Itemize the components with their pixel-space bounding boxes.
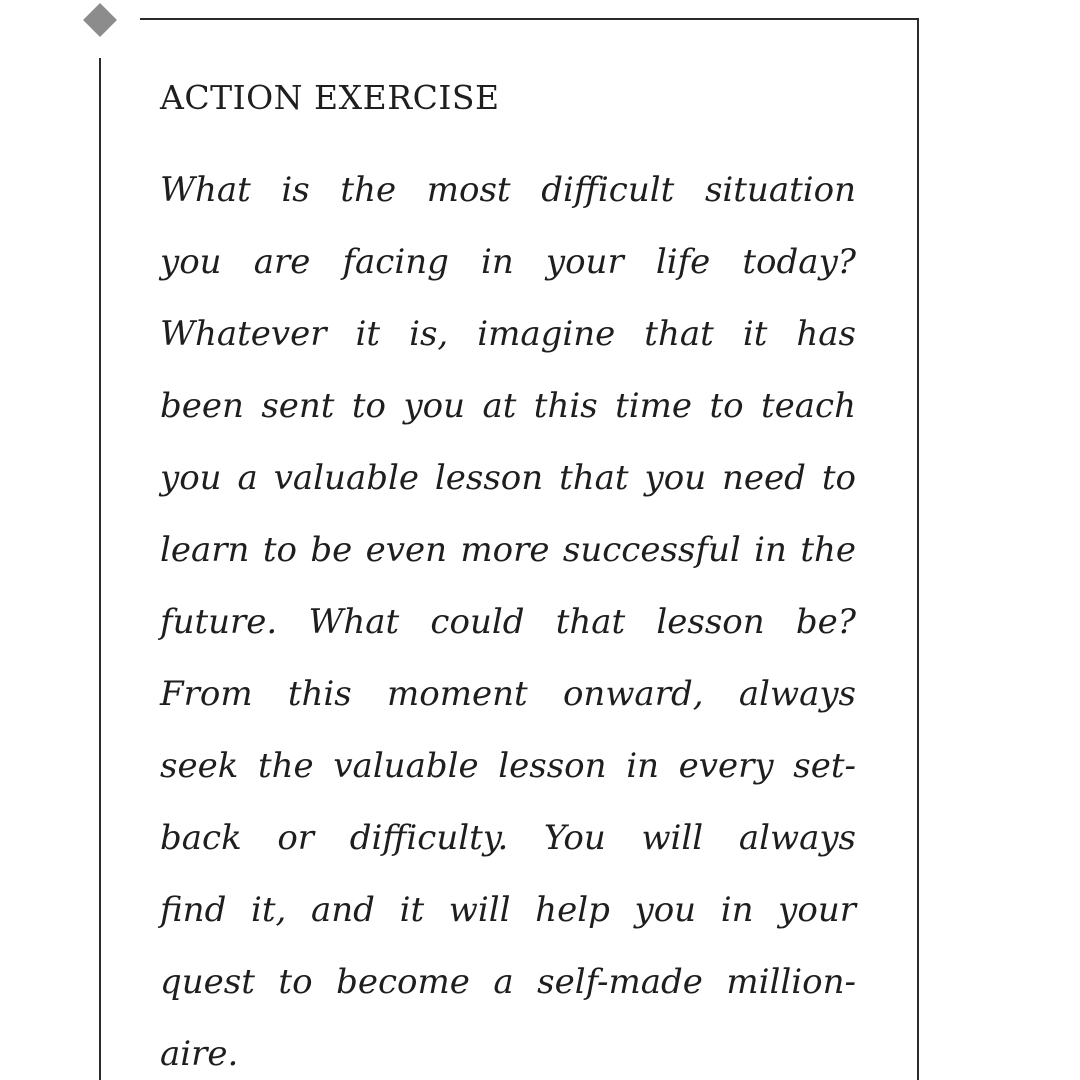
box-left-border	[99, 58, 101, 1080]
body-line: future. What could that lesson be?	[160, 602, 856, 642]
body-line: Whatever it is, imagine that it has	[160, 314, 856, 354]
body-line: you a valuable lesson that you need to	[160, 458, 856, 498]
body-line: back or difficulty. You will always	[160, 818, 856, 858]
body-line: learn to be even more successful in the	[160, 530, 856, 570]
body-line-last: aire.	[160, 1034, 239, 1074]
box-right-border	[917, 18, 919, 1080]
exercise-heading: ACTION EXERCISE	[160, 78, 500, 117]
body-line: seek the valuable lesson in every set-	[160, 746, 856, 786]
box-top-border	[140, 18, 919, 20]
body-line: been sent to you at this time to teach	[160, 386, 856, 426]
body-line: you are facing in your life today?	[160, 242, 856, 282]
exercise-body	[160, 154, 856, 1080]
body-line: find it, and it will help you in your	[160, 890, 856, 930]
body-line: From this moment onward, always	[160, 674, 856, 714]
body-line: What is the most difficult situation	[160, 170, 856, 210]
body-line: quest to become a self-made million-	[160, 962, 856, 1002]
diamond-ornament-icon	[83, 3, 117, 37]
